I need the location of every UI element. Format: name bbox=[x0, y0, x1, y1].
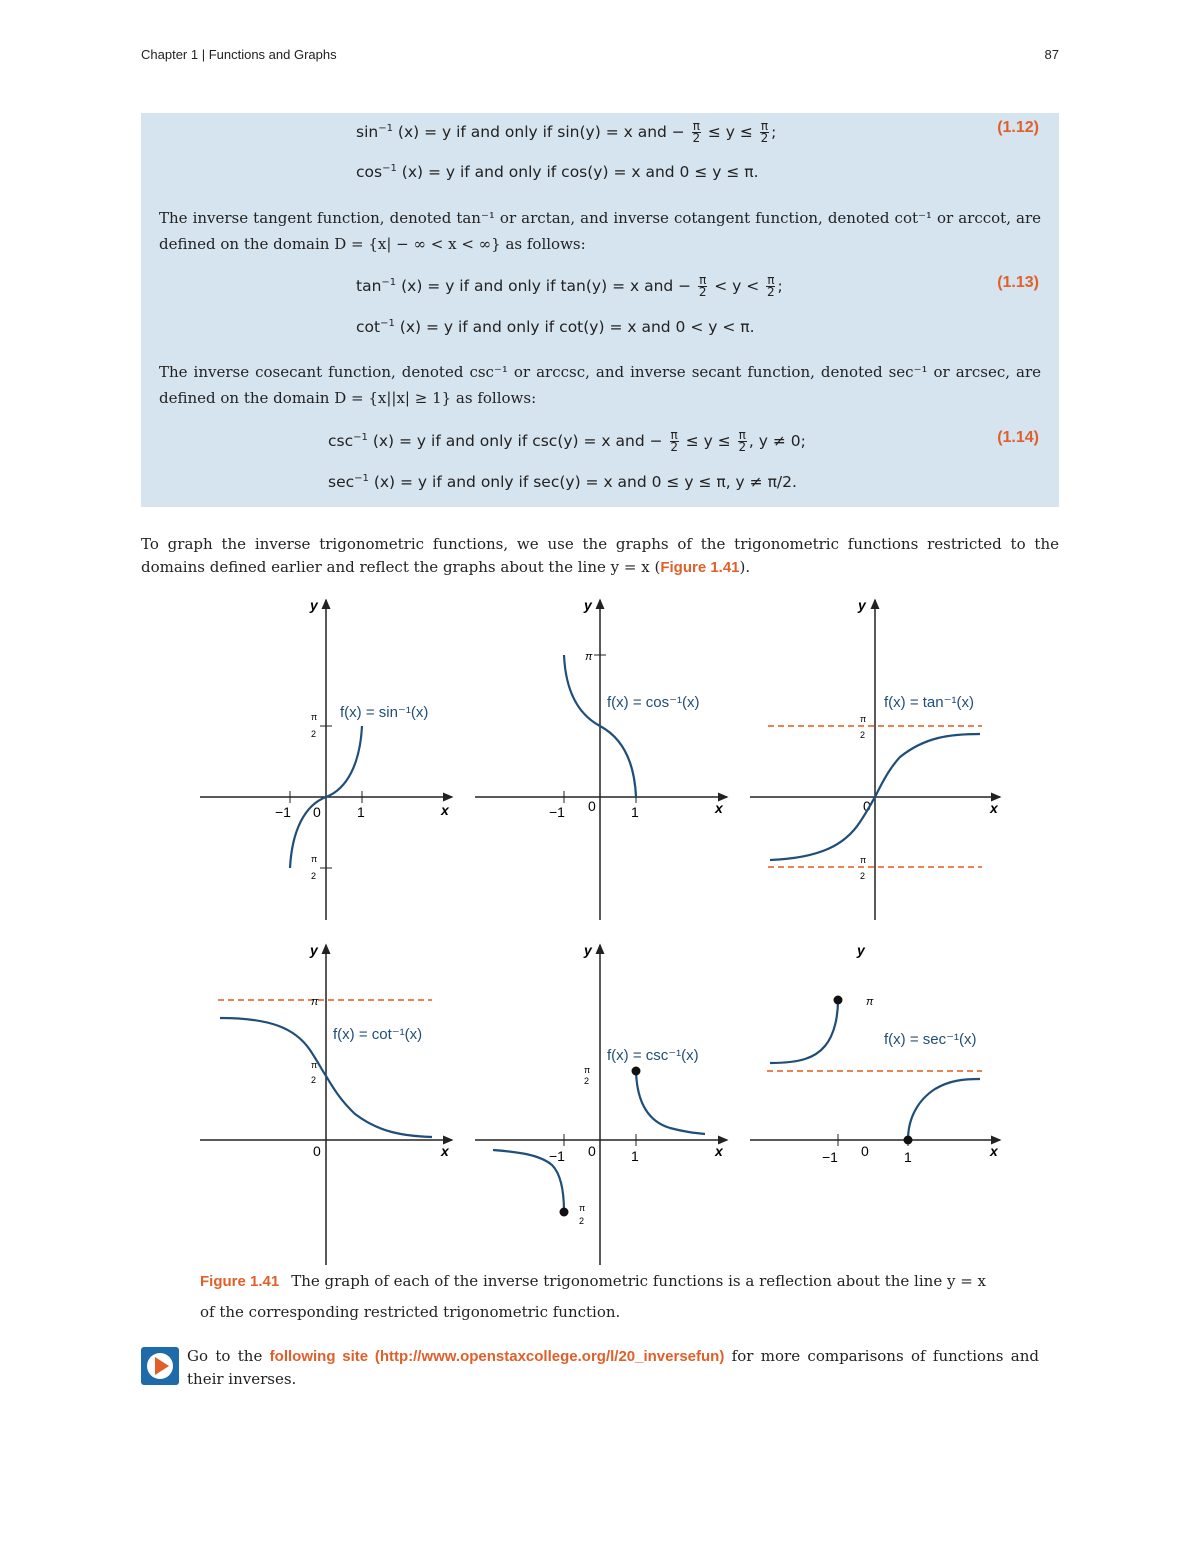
svg-text:π: π bbox=[311, 1060, 318, 1070]
paragraph-arctan-definition: The inverse tangent function, denoted tan⁻¹ or arctan, and inverse cotangent function, denoted cot⁻¹ or arccot, are defined on the domain D = {x| − ∞ < x < ∞} as follows: bbox=[159, 209, 1041, 253]
svg-text:y: y bbox=[857, 942, 865, 958]
svg-text:y: y bbox=[858, 597, 866, 613]
svg-text:0: 0 bbox=[313, 1143, 321, 1159]
graph-arcsec bbox=[750, 942, 1000, 1165]
figure-caption: Figure 1.41 The graph of each of the inverse trigonometric functions is a reflection about the line y = x of the corresponding restricted trigonometric function. bbox=[200, 1272, 987, 1321]
label-arcsin: f(x) = sin⁻¹(x) bbox=[340, 704, 429, 721]
tick-pi-over-2-num: π bbox=[311, 712, 318, 722]
equation-arccos: $\cos^{-1} (x) = y$ if and only if cos(y) = x and 0 ≤ y ≤ π. bbox=[356, 163, 759, 182]
graph-arccsc bbox=[475, 942, 727, 1265]
equation-number-1-12: (1.12) bbox=[997, 119, 1039, 136]
tick-pi-over-2-den: 2 bbox=[311, 729, 317, 739]
svg-text:π: π bbox=[866, 996, 874, 1008]
tick-neg1: −1 bbox=[275, 804, 291, 820]
tick-neg-pi-over-2-den: 2 bbox=[311, 871, 317, 881]
svg-text:0: 0 bbox=[863, 798, 871, 814]
svg-text:1: 1 bbox=[631, 804, 639, 820]
equation-arctan: $\tan^{-1} (x) = y$ if and only if tan(y) = x and − $\frac{\pi}{2}$ < y < $\frac{\pi}{2}$ ; bbox=[356, 273, 783, 299]
svg-text:0: 0 bbox=[588, 798, 596, 814]
svg-text:−1: −1 bbox=[822, 1149, 838, 1165]
running-header-chapter: Chapter 1 | Functions and Graphs bbox=[141, 47, 337, 62]
svg-text:π: π bbox=[584, 1065, 591, 1075]
endpoint-neg1-neg-pi-over-2 bbox=[560, 1208, 569, 1217]
tick-1: 1 bbox=[357, 804, 365, 820]
svg-text:y: y bbox=[310, 942, 318, 958]
equation-number-1-13: (1.13) bbox=[997, 274, 1039, 291]
equation-arcsin: $\sin^{-1} (x) = y$ if and only if sin(y) = x and − $\frac{\pi}{2}$ ≤ y ≤ $\frac{\pi}{2}$ ; bbox=[356, 119, 777, 145]
svg-text:1: 1 bbox=[904, 1149, 912, 1165]
curve-arccsc-positive bbox=[636, 1071, 705, 1134]
svg-text:x: x bbox=[715, 1143, 723, 1159]
x-axis-label: x bbox=[441, 802, 449, 818]
equation-arccsc: $\csc^{-1} (x) = y$ if and only if csc(y) = x and − $\frac{\pi}{2}$ ≤ y ≤ $\frac{\pi}{2}$ , y ≠ 0; bbox=[328, 428, 806, 454]
svg-text:−1: −1 bbox=[549, 1148, 565, 1164]
svg-text:2: 2 bbox=[311, 1075, 317, 1085]
svg-text:x: x bbox=[990, 800, 998, 816]
graph-arcsin bbox=[200, 597, 452, 920]
media-note: Go to the following site (http://www.openstaxcollege.org/l/20_inversefun) for more comparisons of functions and their inverses. bbox=[187, 1347, 1039, 1388]
tick-neg-pi-over-2-num: π bbox=[311, 854, 318, 864]
svg-text:y: y bbox=[584, 942, 592, 958]
endpoint-1-pi-over-2 bbox=[632, 1067, 641, 1076]
y-axis-label: y bbox=[310, 597, 318, 613]
curve-arcsec-negative bbox=[770, 1000, 838, 1063]
external-link[interactable]: following site (http://www.openstaxcollege.org/l/20_inversefun) bbox=[269, 1348, 725, 1365]
figure-link[interactable]: Figure 1.41 bbox=[660, 559, 740, 576]
svg-text:1: 1 bbox=[631, 1148, 639, 1164]
graph-arccot bbox=[200, 942, 452, 1265]
svg-text:2: 2 bbox=[860, 871, 866, 881]
endpoint-1-0 bbox=[904, 1136, 913, 1145]
svg-text:π: π bbox=[585, 651, 593, 663]
svg-text:2: 2 bbox=[584, 1076, 590, 1086]
label-arccos: f(x) = cos⁻¹(x) bbox=[607, 694, 700, 711]
paragraph-arccsc-definition: The inverse cosecant function, denoted csc⁻¹ or arccsc, and inverse secant function, denoted sec⁻¹ or arcsec, are defined on the domain D = {x||x| ≥ 1} as follows: bbox=[159, 363, 1041, 407]
equation-arccot: $\cot^{-1} (x) = y$ if and only if cot(y) = x and 0 < y < π. bbox=[356, 318, 755, 337]
media-icon bbox=[141, 1347, 179, 1385]
figure-label: Figure 1.41 bbox=[200, 1273, 280, 1290]
equation-number-1-14: (1.14) bbox=[997, 429, 1039, 446]
svg-text:x: x bbox=[990, 1143, 998, 1159]
svg-text:0: 0 bbox=[588, 1143, 596, 1159]
svg-text:−1: −1 bbox=[549, 804, 565, 820]
label-arcsec: f(x) = sec⁻¹(x) bbox=[884, 1031, 977, 1048]
svg-text:2: 2 bbox=[860, 730, 866, 740]
svg-text:y: y bbox=[584, 597, 592, 613]
intro-paragraph: To graph the inverse trigonometric functions, we use the graphs of the trigonometric functions restricted to the domains defined earlier and reflect the graphs about the line y = x (Figure 1.41). bbox=[141, 535, 1059, 576]
graph-arccos bbox=[475, 597, 727, 920]
svg-text:x: x bbox=[441, 1143, 449, 1159]
curve-arcsec-positive bbox=[908, 1079, 980, 1140]
svg-text:π: π bbox=[860, 714, 867, 724]
page-number: 87 bbox=[1044, 47, 1059, 62]
svg-text:x: x bbox=[715, 800, 723, 816]
graph-arctan bbox=[750, 597, 1000, 920]
svg-text:π: π bbox=[579, 1203, 586, 1213]
tick-0: 0 bbox=[313, 804, 321, 820]
label-arccsc: f(x) = csc⁻¹(x) bbox=[607, 1047, 699, 1064]
svg-text:0: 0 bbox=[861, 1143, 869, 1159]
endpoint-neg1-pi bbox=[834, 996, 843, 1005]
svg-text:2: 2 bbox=[579, 1216, 585, 1226]
svg-text:π: π bbox=[311, 996, 319, 1008]
equation-arcsec: $\sec^{-1} (x) = y$ if and only if sec(y) = x and 0 ≤ y ≤ π, y ≠ π/2. bbox=[328, 473, 797, 492]
svg-text:π: π bbox=[860, 855, 867, 865]
label-arctan: f(x) = tan⁻¹(x) bbox=[884, 694, 975, 711]
label-arccot: f(x) = cot⁻¹(x) bbox=[333, 1026, 423, 1043]
